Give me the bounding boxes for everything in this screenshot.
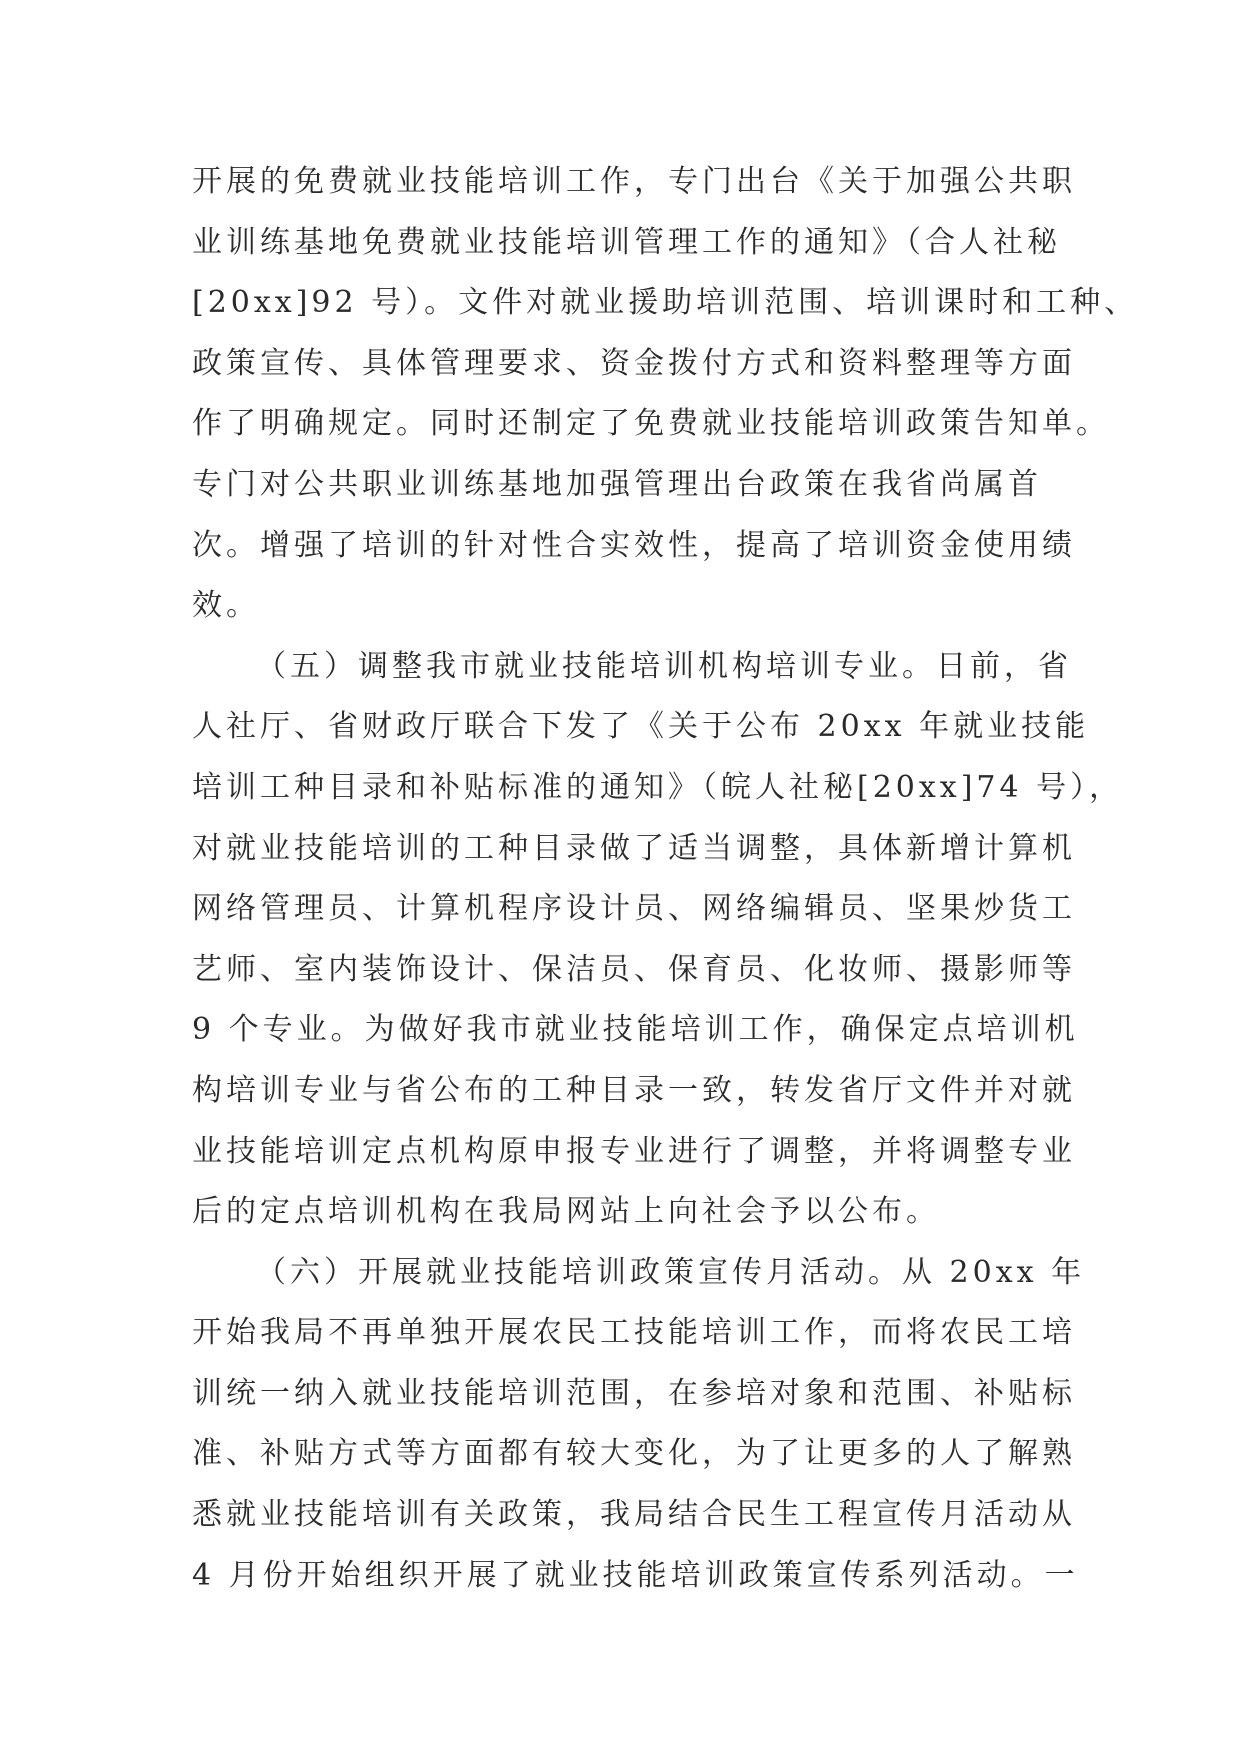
- section-heading-line: （五）调整我市就业技能培训机构培训专业。日前，省: [256, 648, 1072, 684]
- body-text: [192, 152, 1139, 1606]
- section-heading-line: （六）开展就业技能培训政策宣传月活动。从 20xx 年: [256, 1254, 1086, 1290]
- text-line: 网络管理员、计算机程序设计员、网络编辑员、坚果炒货工: [192, 891, 1076, 927]
- text-line: 艺师、室内装饰设计、保洁员、保育员、化妆师、摄影师等: [192, 951, 1076, 987]
- text-line: 效。: [192, 588, 260, 624]
- text-line: 次。增强了培训的针对性合实效性，提高了培训资金使用绩: [192, 527, 1076, 563]
- text-line: 后的定点培训机构在我局网站上向社会予以公布。: [192, 1194, 940, 1230]
- text-line: 准、补贴方式等方面都有较大变化，为了让更多的人了解熟: [192, 1436, 1076, 1472]
- text-line: 人社厅、省财政厅联合下发了《关于公布 20xx 年就业技能: [192, 709, 1090, 745]
- text-line: 对就业技能培训的工种目录做了适当调整，具体新增计算机: [192, 830, 1076, 866]
- text-line: [20xx]92 号）。文件对就业援助培训范围、培训课时和工种、: [192, 285, 1139, 321]
- text-line: 训统一纳入就业技能培训范围，在参培对象和范围、补贴标: [192, 1375, 1076, 1411]
- text-line: 9 个专业。为做好我市就业技能培训工作，确保定点培训机: [192, 1012, 1079, 1048]
- text-line: 业训练基地免费就业技能培训管理工作的通知》（合人社秘: [192, 224, 1061, 260]
- text-line: 作了明确规定。同时还制定了免费就业技能培训政策告知单。: [192, 406, 1110, 442]
- text-line: 4 月份开始组织开展了就业技能培训政策宣传系列活动。一: [192, 1557, 1079, 1593]
- text-line: 专门对公共职业训练基地加强管理出台政策在我省尚属首: [192, 466, 1042, 502]
- text-line: 政策宣传、具体管理要求、资金拨付方式和资料整理等方面: [192, 345, 1076, 381]
- text-line: 开始我局不再单独开展农民工技能培训工作，而将农民工培: [192, 1315, 1076, 1351]
- text-line: 培训工种目录和补贴标准的通知》（皖人社秘[20xx]74 号），: [192, 769, 1124, 805]
- text-line: 悉就业技能培训有关政策，我局结合民生工程宣传月活动从: [192, 1497, 1076, 1533]
- text-line: 开展的免费就业技能培训工作，专门出台《关于加强公共职: [192, 164, 1076, 199]
- text-line: 业技能培训定点机构原申报专业进行了调整，并将调整专业: [192, 1133, 1076, 1169]
- text-line: 构培训专业与省公布的工种目录一致，转发省厅文件并对就: [192, 1072, 1076, 1108]
